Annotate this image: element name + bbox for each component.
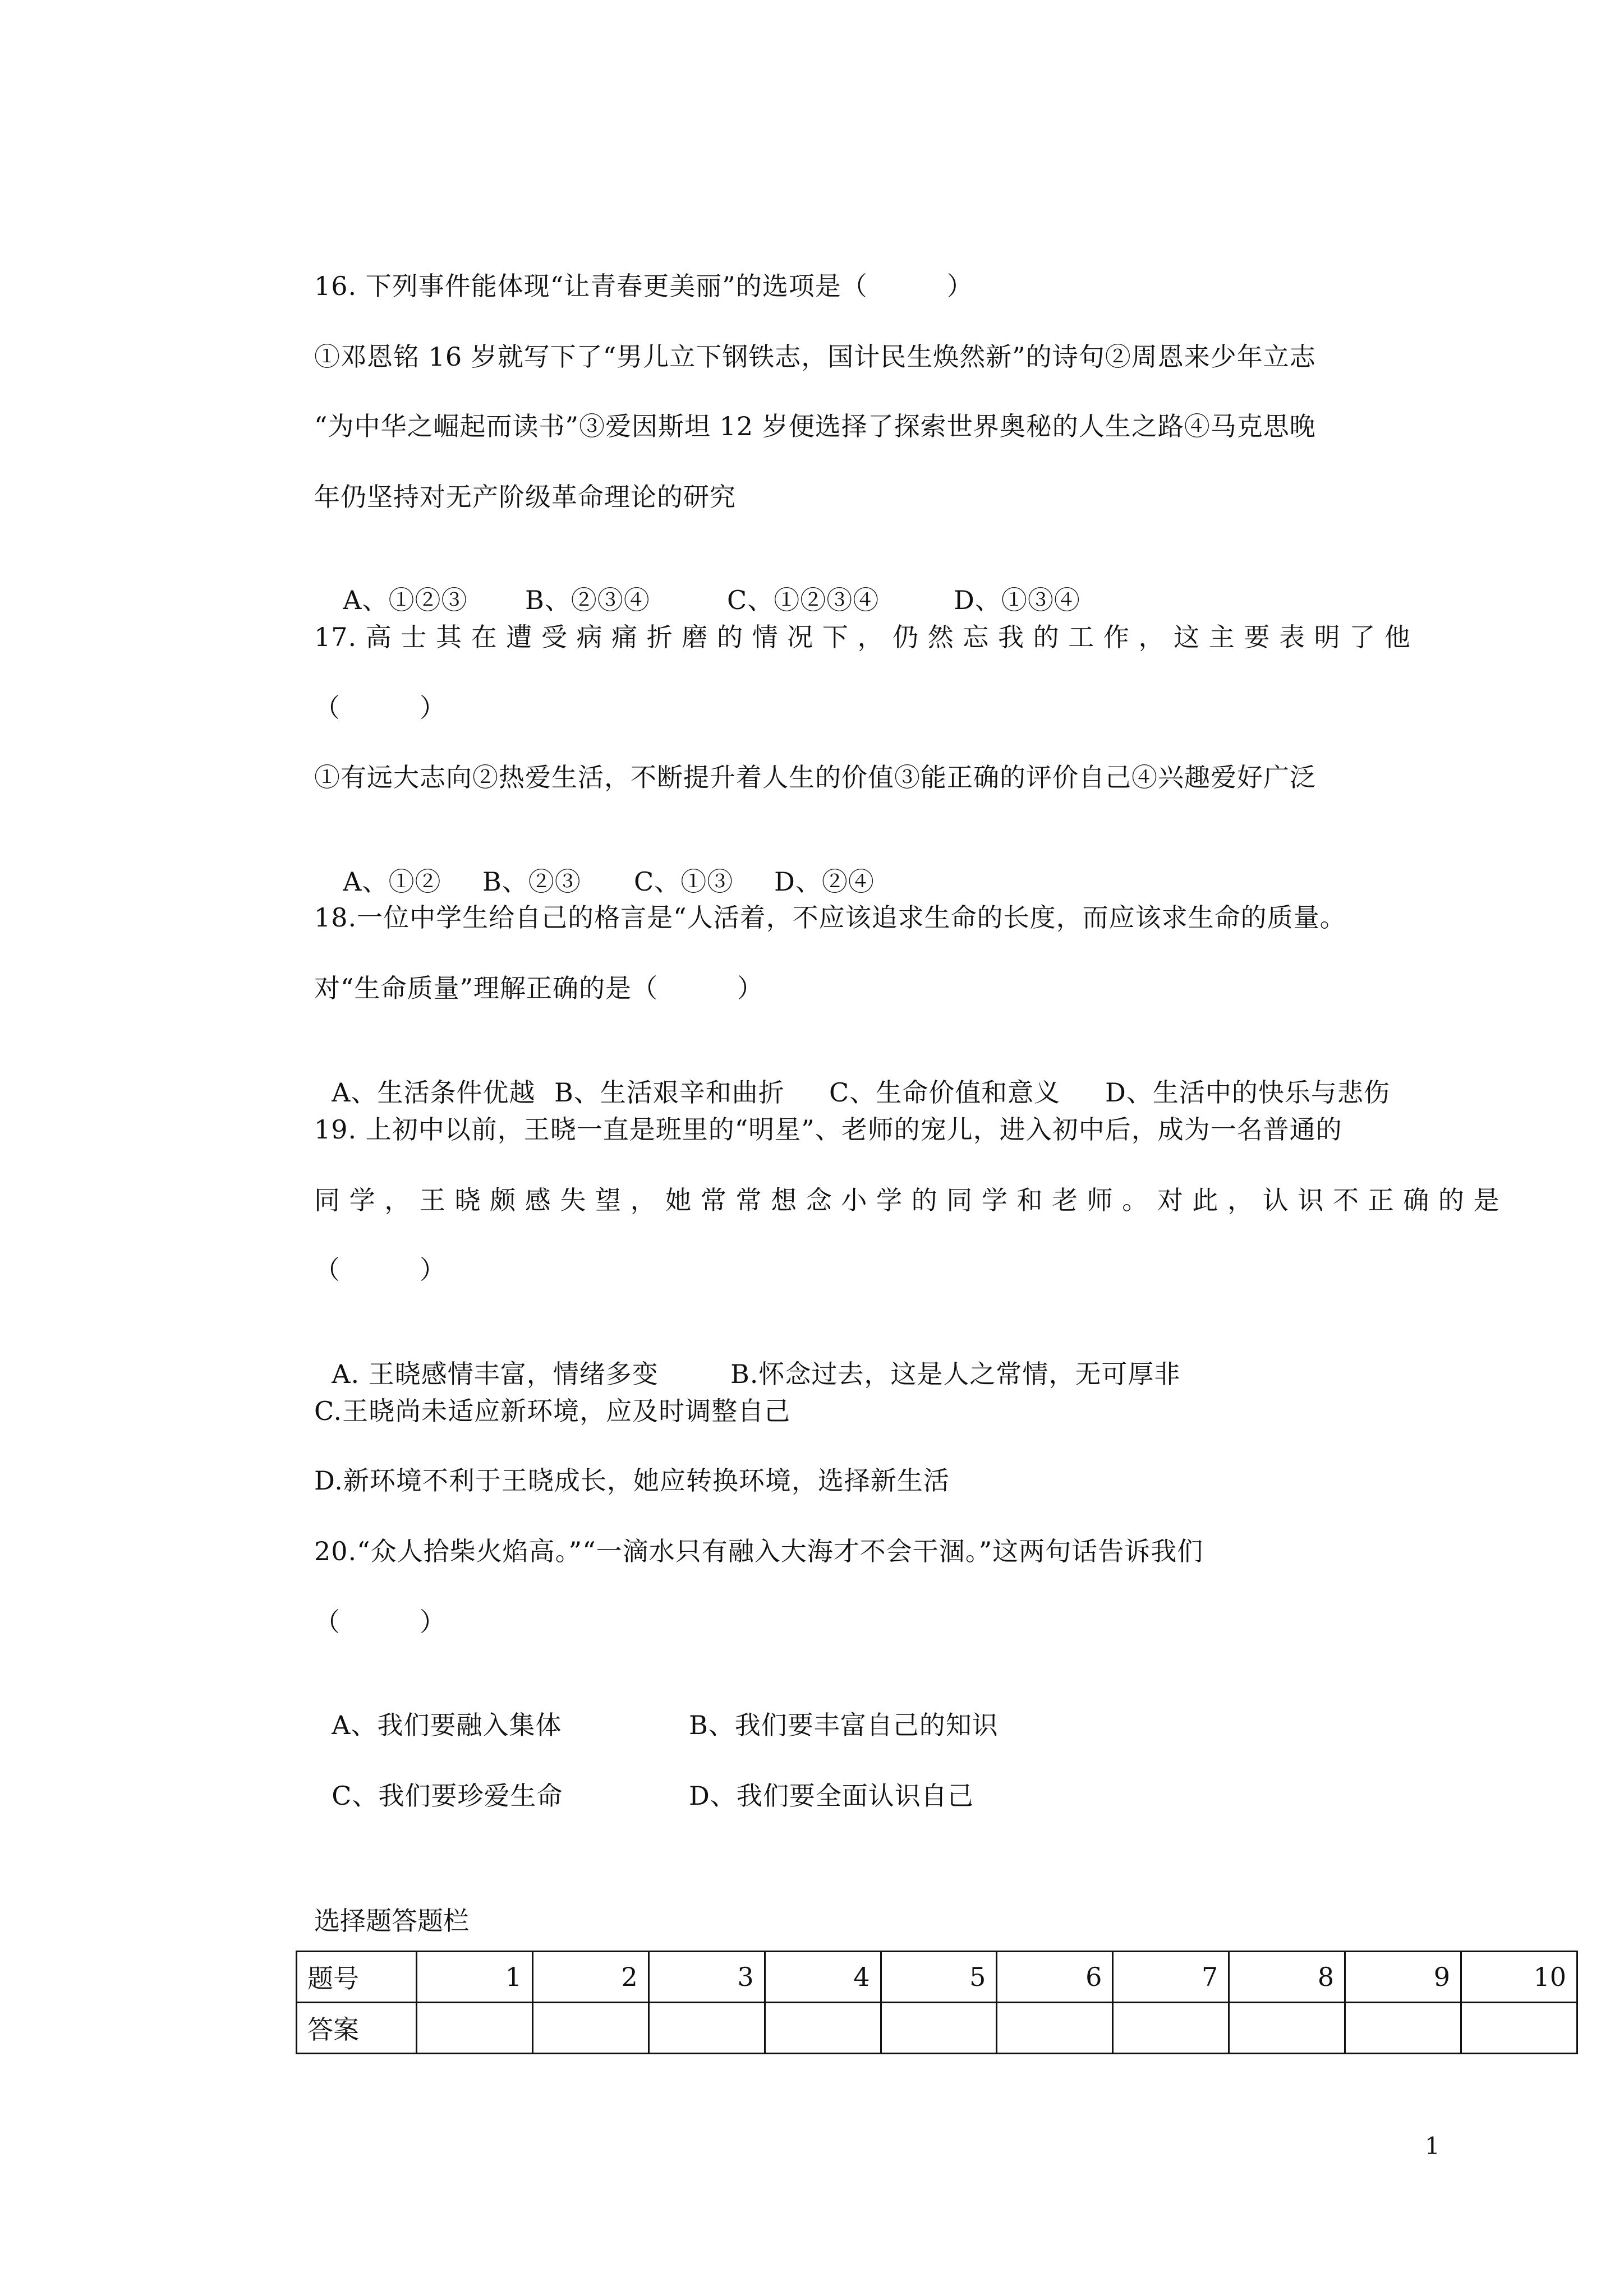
- q19-options-row: [314, 1324, 1181, 1391]
- question-number-cell: 1: [417, 1952, 533, 2003]
- q16-options: [325, 550, 1080, 617]
- q20-option-b: B、我们要丰富自己的知识: [689, 1710, 999, 1740]
- question-number-cell: 6: [997, 1952, 1113, 2003]
- answer-table: [296, 1951, 1578, 2054]
- q17-options: [325, 831, 875, 898]
- question-number-cell: 10: [1461, 1952, 1577, 2003]
- q19-stem: 19. 上初中以前，王晓一直是班里的“明星”、老师的宠儿，进入初中后，成为一名普通的: [314, 1114, 1342, 1145]
- q19-option-b: B.怀念过去，这是人之常情，无可厚非: [730, 1359, 1181, 1389]
- q19-text-line: 同 学 ， 王 晓 颇 感 失 望 ， 她 常 常 想 念 小 学 的 同 学 和 老 师 。 对 此 ， 认 识 不 正 确 的 是: [314, 1185, 1500, 1215]
- answer-cell[interactable]: [648, 2003, 765, 2054]
- q17-option-d: D、②④: [774, 866, 875, 897]
- q16-text-line: 年仍坚持对无产阶级革命理论的研究: [314, 482, 736, 512]
- q16-option-c: C、①②③④: [727, 585, 880, 615]
- question-number-cell: 2: [532, 1952, 648, 2003]
- q18-options: [314, 1042, 1390, 1109]
- q19-option-c: C.王晓尚未适应新环境，应及时调整自己: [314, 1396, 791, 1426]
- question-number-cell: 8: [1229, 1952, 1345, 2003]
- answer-cell[interactable]: [1345, 2003, 1461, 2054]
- question-number-cell: 7: [1113, 1952, 1229, 2003]
- q20-option-d: D、我们要全面认识自己: [689, 1781, 974, 1811]
- answer-cell[interactable]: [417, 2003, 533, 2054]
- answer-table-number-row: [297, 1952, 1577, 2003]
- q16-stem: 16. 下列事件能体现“让青春更美丽”的选项是（ ）: [314, 271, 973, 301]
- q16-text-line: ①邓恩铭 16 岁就写下了“男儿立下钢铁志，国计民生焕然新”的诗句②周恩来少年立志: [314, 342, 1316, 372]
- q20-options-row: [314, 1745, 974, 1813]
- q16-option-b: B、②③④: [525, 585, 650, 615]
- answer-cell[interactable]: [765, 2003, 881, 2054]
- q19-answer-blank: （ ）: [314, 1255, 446, 1285]
- q20-options-row: [314, 1675, 999, 1742]
- q17-text-line: ①有远大志向②热爱生活，不断提升着人生的价值③能正确的评价自己④兴趣爱好广泛: [314, 762, 1316, 792]
- q18-option-a: A、生活条件优越: [332, 1077, 536, 1108]
- q18-option-c: C、生命价值和意义: [829, 1077, 1061, 1108]
- q16-option-a: A、①②③: [343, 585, 468, 615]
- question-number-cell: 5: [881, 1952, 997, 2003]
- q17-option-c: C、①③: [634, 866, 734, 897]
- question-number-cell: 3: [648, 1952, 765, 2003]
- answer-table-title: 选择题答题栏: [314, 1906, 469, 1936]
- q17-stem: 17. 高 士 其 在 遭 受 病 痛 折 磨 的 情 况 下 ， 仍 然 忘 我 的 工 作 ， 这 主 要 表 明 了 他: [314, 622, 1411, 652]
- question-number-cell: 4: [765, 1952, 881, 2003]
- q17-option-a: A、①②: [343, 866, 441, 897]
- q20-option-a: A、我们要融入集体: [332, 1710, 562, 1740]
- q17-option-b: B、②③: [482, 866, 581, 897]
- answer-cell[interactable]: [881, 2003, 997, 2054]
- answer-cell[interactable]: [997, 2003, 1113, 2054]
- answer-cell[interactable]: [1461, 2003, 1577, 2054]
- answer-cell[interactable]: [1229, 2003, 1345, 2054]
- q18-stem: 18.一位中学生给自己的格言是“人活着，不应该追求生命的长度，而应该求生命的质量。: [314, 902, 1346, 933]
- q20-stem: 20.“众人拾柴火焰高。”“一滴水只有融入大海才不会干涸。”这两句话告诉我们: [314, 1536, 1204, 1566]
- q16-option-d: D、①③④: [954, 585, 1080, 615]
- q16-text-line: “为中华之崛起而读书”③爱因斯坦 12 岁便选择了探索世界奥秘的人生之路④马克思晚: [314, 411, 1316, 441]
- q17-answer-blank: （ ）: [314, 693, 446, 723]
- answer-header: 答案: [297, 2003, 417, 2054]
- answer-table-answer-row: [297, 2003, 1577, 2054]
- answer-cell[interactable]: [1113, 2003, 1229, 2054]
- q20-answer-blank: （ ）: [314, 1607, 446, 1637]
- question-number-header: 题号: [297, 1952, 417, 2003]
- q19-option-a: A. 王晓感情丰富，情绪多变: [332, 1359, 659, 1389]
- q18-text-line: 对“生命质量”理解正确的是（ ）: [314, 973, 764, 1003]
- q20-option-c: C、我们要珍爱生命: [332, 1781, 563, 1811]
- q18-option-b: B、生活艰辛和曲折: [554, 1077, 785, 1108]
- answer-cell[interactable]: [532, 2003, 648, 2054]
- page-number: 1: [1425, 2132, 1440, 2160]
- q19-option-d: D.新环境不利于王晓成长，她应转换环境，选择新生活: [314, 1465, 950, 1496]
- q18-option-d: D、生活中的快乐与悲伤: [1105, 1077, 1390, 1108]
- question-number-cell: 9: [1345, 1952, 1461, 2003]
